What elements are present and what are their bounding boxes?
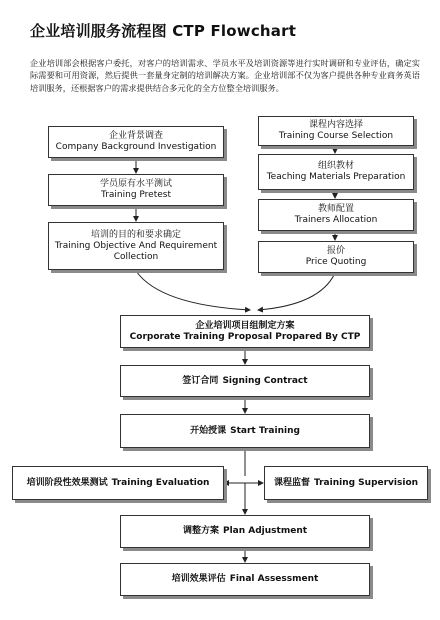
step-plan-adjustment: 调整方案 Plan Adjustment	[120, 515, 370, 548]
step-training-supervision: 课程监督 Training Supervision	[264, 466, 428, 500]
curve-right-to-proposal	[258, 273, 335, 310]
step-training-evaluation: 培训阶段性效果测试 Training Evaluation	[12, 466, 224, 500]
step-start-training: 开始授课 Start Training	[120, 414, 370, 448]
step-final-assessment: 培训效果评估 Final Assessment	[120, 563, 370, 596]
intro-paragraph: 企业培训部会根据客户委托，对客户的培训需求、学员水平及培训资源等进行实时调研和专业评估，确定实际需要和可用资源，然后提供一套量身定制的培训解决方案。企业培训部不仅为客户提供各种专业商务英语培训服务，还根据客户的需求提供结合多元化的全方位整全培训服务。	[30, 58, 420, 93]
curve-left-to-proposal	[136, 271, 250, 310]
step-teaching-materials: 组织教材 Teaching Materials Preparation	[258, 154, 414, 190]
step-company-background: 企业背景调查 Company Background Investigation	[48, 126, 224, 158]
step-price-quoting: 报价 Price Quoting	[258, 241, 414, 273]
step-course-selection: 课程内容选择 Training Course Selection	[258, 116, 414, 146]
step-proposal: 企业培训项目组制定方案 Corporate Training Proposal Propared By CTP	[120, 315, 370, 348]
page-title: 企业培训服务流程图 CTP Flowchart	[30, 22, 297, 40]
step-training-objective: 培训的目的和要求确定 Training Objective And Requirement Collection	[48, 222, 224, 270]
step-signing-contract: 签订合同 Signing Contract	[120, 365, 370, 397]
step-training-pretest: 学员原有水平测试 Training Pretest	[48, 174, 224, 206]
step-trainers-allocation: 教师配置 Trainers Allocation	[258, 199, 414, 231]
